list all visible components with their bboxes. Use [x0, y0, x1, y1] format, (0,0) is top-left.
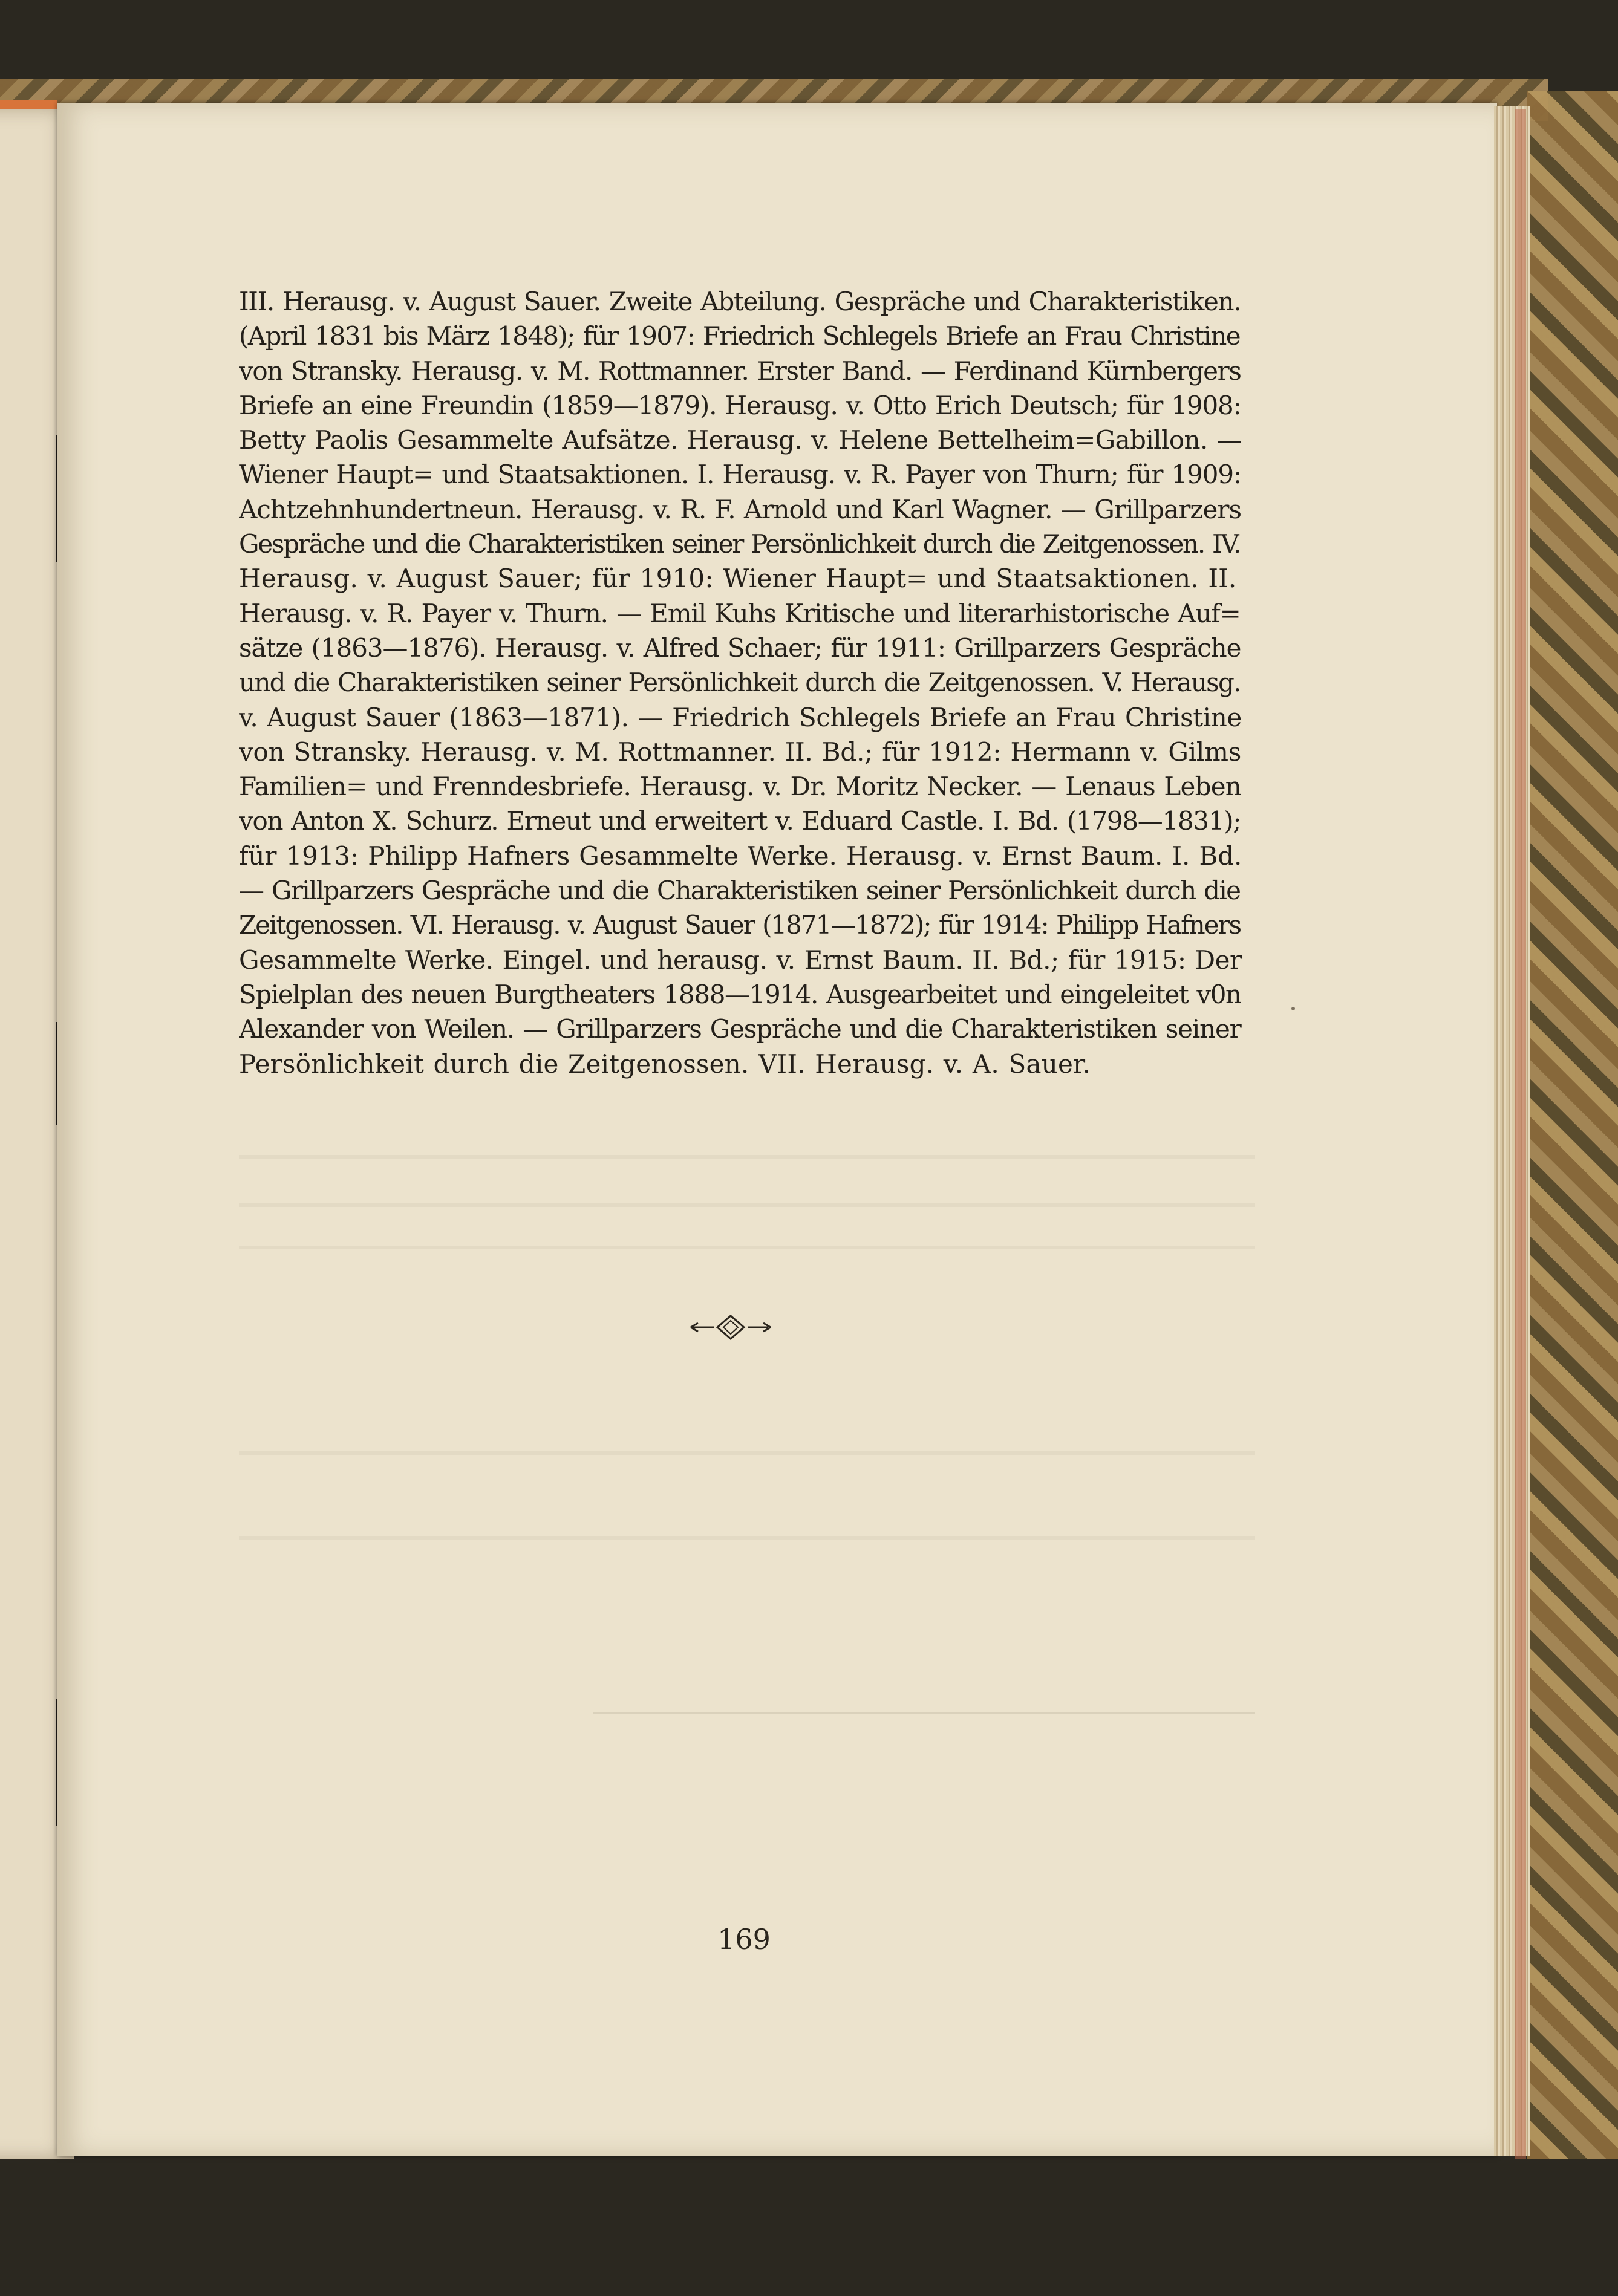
text-line: Gespräche und die Charakteristiken seiner Persönlichkeit durch die Zeitgenossen. IV. — [239, 529, 1241, 559]
text-line: Zeitgenossen. VI. Herausg. v. August Sauer (1871—1872); für 1914: Philipp Hafners — [239, 910, 1241, 940]
text-line: Wiener Haupt= und Staatsaktionen. I. Herausg. v. R. Payer von Thurn; für 1909: — [239, 460, 1242, 490]
text-line: III. Herausg. v. August Sauer. Zweite Abteilung. Gespräche und Charakteristiken. — [239, 287, 1241, 316]
text-line: — Grillparzers Gespräche und die Charakteristiken seiner Persönlichkeit durch die — [239, 876, 1241, 906]
show-through-line — [239, 1451, 1255, 1455]
show-through-line — [239, 1246, 1255, 1249]
show-through-line — [239, 1203, 1255, 1207]
paper-speck — [1291, 1007, 1295, 1010]
diamond-arrow-ornament-icon — [688, 1312, 773, 1342]
text-line: Familien= und Frenndesbriefe. Herausg. v. Dr. Moritz Necker. — Lenaus Leben — [239, 772, 1242, 802]
text-line: (April 1831 bis März 1848); für 1907: Friedrich Schlegels Briefe an Frau Christine — [239, 321, 1241, 351]
text-line: Herausg. v. R. Payer v. Thurn. — Emil Kuhs Kritische und literarhistorische Auf= — [239, 598, 1241, 628]
text-line: v. August Sauer (1863—1871). — Friedrich Schlegels Briefe an Frau Christine — [239, 702, 1242, 732]
text-line: Alexander von Weilen. — Grillparzers Gespräche und die Charakteristiken seiner — [239, 1014, 1241, 1044]
show-through-line — [239, 1155, 1255, 1159]
text-line: von Stransky. Herausg. v. M. Rottmanner. Erster Band. — Ferdinand Kürnbergers — [239, 356, 1241, 386]
text-line: Persönlichkeit durch die Zeitgenossen. VII. Herausg. v. A. Sauer. — [239, 1049, 1091, 1079]
text-line: Betty Paolis Gesammelte Aufsätze. Herausg. v. Helene Bettelheim=Gabillon. — — [239, 425, 1242, 455]
text-line: Achtzehnhundertneun. Herausg. v. R. F. Arnold und Karl Wagner. — Grillparzers — [239, 494, 1242, 524]
body-text — [239, 284, 1255, 1081]
bleed-through-rule — [593, 1712, 1255, 1714]
text-line: von Stransky. Herausg. v. M. Rottmanner. II. Bd.; für 1912: Hermann v. Gilms — [239, 737, 1242, 767]
text-line: sätze (1863—1876). Herausg. v. Alfred Schaer; für 1911: Grillparzers Gespräche — [239, 633, 1241, 663]
page-number: 169 — [717, 1923, 771, 1956]
text-line: Gesammelte Werke. Eingel. und herausg. v. Ernst Baum. II. Bd.; für 1915: Der — [239, 945, 1242, 975]
text-line: Spielplan des neuen Burgtheaters 1888—1914. Ausgearbeitet und eingeleitet v0n — [239, 979, 1241, 1009]
text-line: Herausg. v. August Sauer; für 1910: Wiener Haupt= und Staatsaktionen. II. — [239, 564, 1237, 594]
text-line: von Anton X. Schurz. Erneut und erweitert v. Eduard Castle. I. Bd. (1798—1831); — [239, 806, 1241, 836]
page-edge-tint — [1515, 109, 1526, 2159]
text-line: Briefe an eine Freundin (1859—1879). Herausg. v. Otto Erich Deutsch; für 1908: — [239, 390, 1241, 420]
show-through-line — [239, 1536, 1255, 1540]
text-line: für 1913: Philipp Hafners Gesammelte Werke. Herausg. v. Ernst Baum. I. Bd. — [239, 841, 1242, 871]
text-line: und die Charakteristiken seiner Persönlichkeit durch die Zeitgenossen. V. Herausg. — [239, 668, 1241, 698]
binding-cloth-right — [1527, 91, 1618, 2159]
